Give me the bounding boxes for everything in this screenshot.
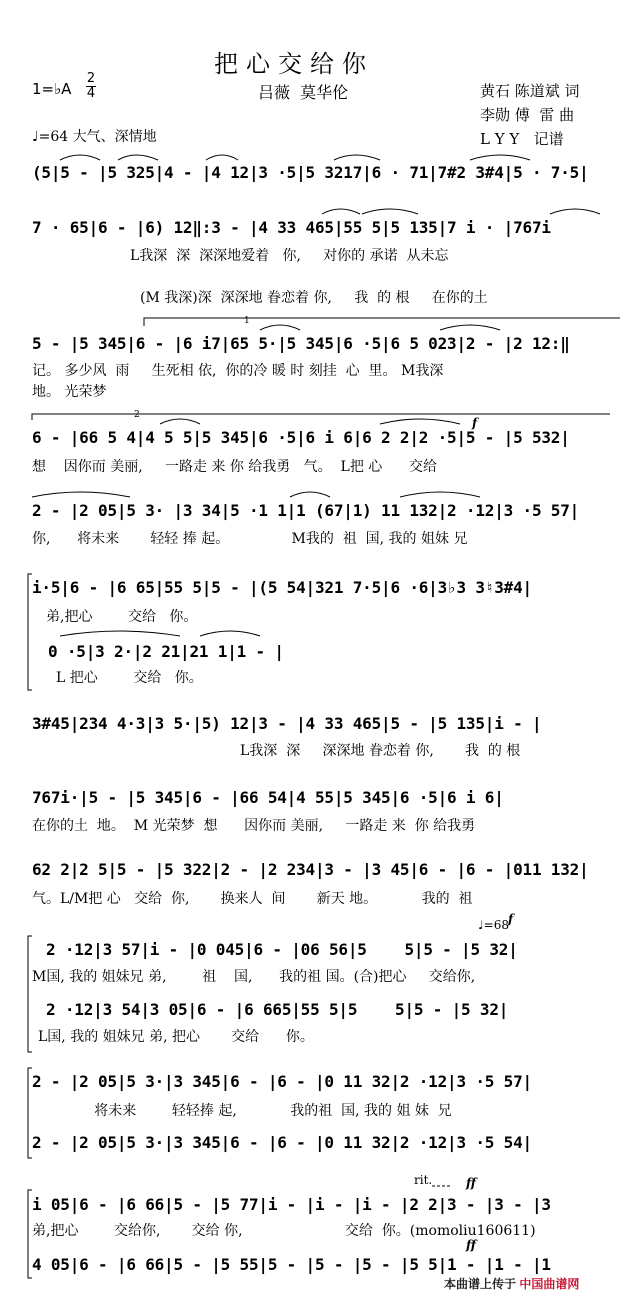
volta-2 [32, 414, 610, 420]
notation-row-11a: 2 - |2 05|5 3·|3 345|6 - |6 - |0 11 32|2 ·12|3 ·5 57| [32, 1072, 532, 1091]
ff-mark-top: ff [466, 1176, 476, 1190]
lyric-row-6b: L 把心 交给 你。 [56, 670, 203, 686]
slur [160, 419, 200, 424]
ff-mark-bottom: ff [466, 1238, 476, 1252]
slur [380, 419, 460, 424]
song-title: 把心交给你 [214, 50, 374, 78]
slur [260, 325, 300, 330]
lyric-row-8: 在你的土 地。 M 光荣梦 想 因你而 美丽, 一路走 来 你 给我勇 [32, 818, 476, 834]
lyric-row-3a: 记。 多少风 雨 生死相 依, 你的冷 暖 时 刻挂 心 里。 M我深 [32, 363, 444, 379]
tempo-marking: ♩=64 大气、深情地 [32, 129, 157, 145]
slur [362, 209, 418, 214]
system-bracket [28, 574, 32, 690]
notation-row-9: 62 2|2 5|5 - |5 322|2 - |2 234|3 - |3 45|6 - |6 - |011 132| [32, 860, 589, 879]
slur [550, 209, 600, 214]
volta-1 [144, 318, 620, 326]
slur [440, 325, 500, 330]
composer-credit: 李勋 傅 雷 曲 [480, 106, 575, 124]
slur [118, 155, 158, 160]
meter-denominator: 4 [86, 86, 96, 101]
lyric-row-5: 你, 将未来 轻轻 捧 起。 M我的 祖 国, 我的 姐妹 兄 [32, 531, 468, 547]
lyric-row-10a: M国, 我的 姐妹兄 弟, 祖 国, 我的祖 国。(合)把心 交给你, [32, 969, 476, 985]
footer-prefix: 本曲谱上传于 [444, 1277, 517, 1291]
slur [206, 155, 238, 160]
system-bracket [28, 1068, 32, 1158]
slur [60, 631, 180, 636]
notation-row-12a: i 05|6 - |6 66|5 - |5 77|i - |i - |i - |2 2|3 - |3 - |3 [32, 1195, 551, 1214]
notation-row-5: 2 - |2 05|5 3· |3 34|5 ·1 1|1 (67|1) 11 132|2 ·12|3 ·5 57| [32, 501, 580, 520]
slur [322, 209, 360, 214]
lyric-row-4: 想 因你而 美丽, 一路走 来 你 给我勇 气。 L把 心 交给 [32, 459, 438, 475]
notation-row-12b: 4 05|6 - |6 66|5 - |5 55|5 - |5 - |5 - |5 5|1 - |1 - |1 [32, 1255, 551, 1274]
slur [60, 155, 100, 160]
notation-row-8: 767i·|5 - |5 345|6 - |66 54|4 55|5 345|6 ·5|6 i 6| [32, 788, 504, 807]
tempo-change: ♩=68 [478, 918, 509, 932]
slur [290, 492, 330, 497]
lyricist-credit: 黄石 陈道斌 词 [480, 82, 580, 100]
rit-mark: rit. [414, 1173, 433, 1187]
lyric-row-11a: 将未来 轻轻捧 起, 我的祖 国, 我的 姐 妹 兄 [32, 1103, 452, 1119]
key-signature: 1=♭A [32, 80, 72, 98]
notation-row-10a: 2 ·12|3 57|i - |0 045|6 - |06 56|5 5|5 - |5 32| [46, 940, 518, 959]
slur [200, 631, 260, 636]
lyric-row-2a: L我深 深 深深地爱着 你, 对你的 承诺 从未忘 [130, 248, 449, 264]
transcriber-credit: L Y Y 记谱 [480, 130, 564, 148]
lyric-row-2b: (M 我深)深 深深地 眷恋着 你, 我 的 根 在你的土 [140, 290, 488, 306]
slur [32, 492, 130, 497]
footer-brand: 中国曲谱网 [519, 1277, 580, 1291]
slur [334, 155, 380, 160]
volta-2-number: 2 [134, 410, 140, 420]
lyric-row-12: 弟,把心 交给你, 交给 你, 交给 你。(momoliu160611) [32, 1223, 536, 1239]
forte-mark-1: f [472, 416, 478, 430]
lyric-row-7: L我深 深 深深地 眷恋着 你, 我 的 根 [240, 743, 521, 759]
notation-row-10b: 2 ·12|3 54|3 05|6 - |6 665|55 5|5 5|5 - |5 32| [46, 1000, 509, 1019]
notation-row-3: 5 - |5 345|6 - |6 i7|65 5·|5 345|6 ·5|6 5 023|2 - |2 12:‖ [32, 334, 570, 353]
notation-row-1: (5|5 - |5 325|4 - |4 12|3 ·5|5 3217|6 · 71|7#2 3#4|5 · 7·5| [32, 163, 589, 182]
system-bracket [28, 936, 32, 1052]
forte-mark-2: f [508, 912, 514, 926]
slur [470, 155, 530, 160]
notation-row-11b: 2 - |2 05|5 3·|3 345|6 - |6 - |0 11 32|2 ·12|3 ·5 54| [32, 1133, 532, 1152]
notation-row-6a: i·5|6 - |6 65|55 5|5 - |(5 54|321 7·5|6 ·6|3♭3 3♮3#4| [32, 578, 532, 597]
notation-row-6b: 0 ·5|3 2·|2 21|21 1|1 - | [48, 642, 284, 661]
footer-watermark [444, 1275, 579, 1292]
meter-numerator: 2 [86, 71, 96, 86]
notation-row-4: 6 - |66 5 4|4 5 5|5 345|6 ·5|6 i 6|6 2 2|2 ·5|5 - |5 532| [32, 428, 570, 447]
system-bracket [28, 1190, 32, 1278]
lyric-row-9: 气。L/M把 心 交给 你, 换来人 间 新天 地。 我的 祖 [32, 891, 473, 907]
volta-1-number: 1 [244, 316, 250, 326]
notation-row-2: 7 · 65|6 - |6) 12‖:3 - |4 33 465|55 5|5 135|7 i · |767i [32, 218, 551, 237]
slur [400, 492, 480, 497]
lyric-row-3b: 地。 光荣梦 [32, 384, 107, 400]
lyric-row-6a: 弟,把心 交给 你。 [46, 609, 198, 625]
notation-row-7: 3#45|234 4·3|3 5·|5) 12|3 - |4 33 465|5 - |5 135|i - | [32, 714, 542, 733]
singers: 吕薇 莫华伦 [258, 83, 349, 102]
lyric-row-10b: L国, 我的 姐妹兄 弟, 把心 交给 你。 [38, 1029, 314, 1045]
